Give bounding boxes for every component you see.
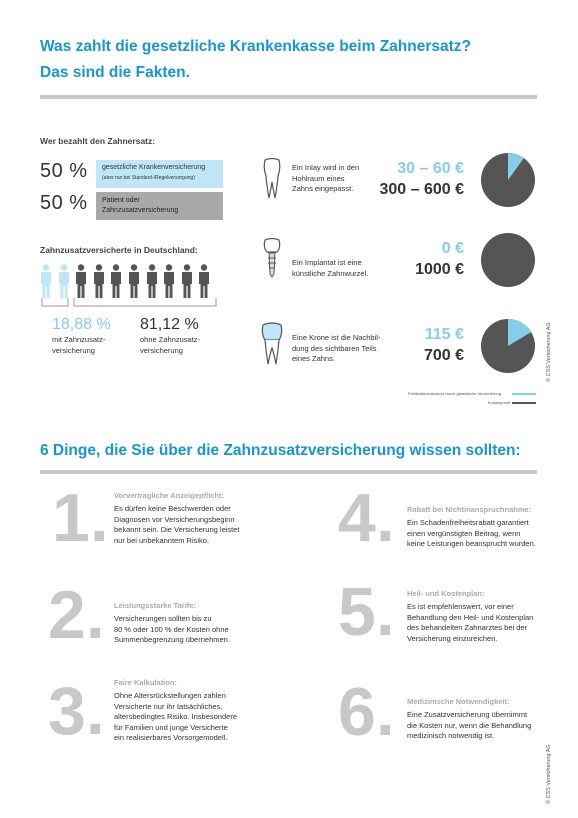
with-insurance-label-2: versicherung [52,346,95,355]
crown-pie-chart [480,318,536,374]
inlay-covered: 30 – 60 € [397,160,464,177]
person-icon [75,264,87,298]
bar-statutory-note: (aber nur bei Standard-/Regelversorgung) [102,175,195,181]
tip-number-6 [338,674,395,750]
copyright-bottom: © CSS Versicherung AG [546,744,552,804]
tip-3-line-4: für Familien und junge Versicherte [114,722,228,732]
tip-5-digit: 5 [338,574,376,650]
tip-5-line-2: Behandlung den Heil- und Kostenplan [407,612,534,622]
tip-1-line-3: bekannt sein. Die Versicherung leistet [114,525,240,534]
tooth-implant-icon [262,238,282,278]
tip-3-digit: 3 [48,673,86,749]
percent-patient: 50 % [40,192,88,214]
tip-6-text [407,710,531,742]
tip-4-dot: . [375,480,395,556]
without-insurance-label-2: versicherung [140,346,183,355]
tip-3-line-2: Versicherte nur ihr tatsächliches, [114,701,223,711]
tooth-inlay-icon [262,158,282,200]
inlay-pie-chart [480,152,536,208]
legend-cost-swatch [512,402,536,404]
tip-2-line-3: Summenbegrenzung übernehmen. [114,635,230,644]
tip-3-line-3: altersbedingtes Risiko. Insbesondere [114,712,237,721]
tip-3-heading: Faire Kalkulation: [114,678,177,687]
tip-1-digit: 1 [52,480,90,556]
tip-4-digit: 4 [338,480,376,556]
inlay-desc-line-3: Zahns eingepasst. [292,184,354,193]
bracket-without [74,298,216,306]
tip-4-line-1: Ein Schadenfreiheitsrabatt garantiert [407,518,529,527]
tip-4-heading: Rabatt bei Nichtinanspruchnahme: [407,505,532,514]
tip-3-line-5: ein realisierbares Vorsorgemodell. [114,733,228,742]
person-icon [40,264,52,298]
implant-pie-chart [480,232,536,288]
tip-3-text [114,691,237,744]
person-icon [163,264,175,298]
tip-6-dot: . [375,674,395,750]
tip-1-heading: Vorvertragliche Anzeigepflicht: [114,491,225,500]
implant-desc-line-1: Ein Implantat ist eine [292,258,362,267]
tip-5-line-4: Versicherung einzureichen. [407,633,498,643]
implant-desc [292,258,368,279]
bracket-with [42,298,68,306]
implant-desc-line-2: künstliche Zahnwurzel. [292,268,369,278]
legend-covered-label: Festkostenzuschuss durch gesetzliche Versicherung [408,391,501,396]
crown-cost: 700 € [423,347,464,364]
tip-4-line-3: keine Leistungen beansprucht wurden. [407,539,536,548]
tip-5-heading: Heil- und Kostenplan: [407,589,485,598]
who-pays-heading: Wer bezahlt den Zahnersatz: [40,136,156,146]
tip-2-digit: 2 [48,577,86,653]
copyright-top: © CSS Versicherung AG [546,322,552,382]
tip-6-line-2: die Kosten nur, wenn die Behandlung [407,720,532,730]
insured-heading: Zahnzusatzversicherte in Deutschland: [40,245,198,255]
with-insurance-percent: 18,88 % [52,316,111,333]
person-icon [128,264,140,298]
tip-number-5 [338,574,395,650]
tip-2-dot: . [85,577,105,653]
page-title-line2: Das sind die Fakten. [40,64,190,81]
tip-3-dot: . [85,673,105,749]
section2-divider [40,470,537,474]
tip-3-line-1: Ohne Altersrückstellungen zahlen [114,691,226,700]
tip-5-text [407,602,533,644]
bar-patient [96,192,223,220]
tip-1-text [114,504,240,546]
tip-2-text [114,614,230,646]
pie-cost-slice [481,233,535,287]
tip-5-line-1: Es ist empfehlenswert, vor einer [407,602,514,611]
inlay-desc [292,163,359,195]
crown-desc-line-3: eines Zahns. [292,354,335,363]
tip-number-3 [48,673,105,749]
header-divider [40,95,537,99]
tip-4-line-2: einen vergünstigten Beitrag, wenn [407,528,521,538]
person-icon [146,264,158,298]
tip-2-line-1: Versicherungen sollten bis zu [114,614,212,623]
implant-cost: 1000 € [415,261,464,278]
implant-covered: 0 € [441,240,464,257]
legend-cost-label: Kostenpunkt [487,400,510,405]
people-icon-row [40,264,220,300]
tip-6-line-3: medizinisch notwendig ist. [407,731,495,740]
person-icon [110,264,122,298]
tip-1-dot: . [89,480,109,556]
person-icon [198,264,210,298]
section2-title: 6 Dinge, die Sie über die Zahnzusatzversicherung wissen sollten: [40,442,521,459]
person-icon [58,264,70,298]
tip-2-line-2: 80 % oder 100 % der Kosten ohne [114,624,229,634]
inlay-desc-line-2: Hohlraum eines [292,173,345,183]
crown-desc-line-1: Eine Krone ist die Nachbil- [292,333,381,342]
tip-6-digit: 6 [338,674,376,750]
crown-desc-line-2: dung des sichtbaren Teils [292,343,377,353]
with-insurance-label-1: mit Zahnzusatz- [52,335,106,344]
percent-insurance: 50 % [40,160,88,182]
tip-number-1 [52,480,109,556]
inlay-desc-line-1: Ein Inlay wird in den [292,163,360,172]
person-icon [181,264,193,298]
tip-4-text [407,518,536,550]
tip-number-4 [338,480,395,556]
tip-5-dot: . [375,574,395,650]
bar-patient-label: Patient oder Zahnzusatzversicherung [102,197,179,214]
crown-covered: 115 € [424,326,464,343]
bar-statutory-label: gesetzliche Krankenversicherung [102,164,206,171]
bar-statutory-insurance [96,160,223,188]
tip-number-2 [48,577,105,653]
page-title-line1: Was zahlt die gesetzliche Krankenkasse beim Zahnersatz? [40,38,471,55]
without-insurance-label-1: ohne Zahnzusatz- [140,335,201,344]
tip-5-line-3: des behandelten Zahnarztes bei der [407,623,528,632]
without-insurance-percent: 81,12 % [140,316,199,333]
tooth-crown-icon [260,322,284,366]
tip-6-heading: Medizinische Notwendigkeit: [407,697,510,706]
insured-bracket [40,298,218,310]
tip-1-line-2: Diagnosen vor Versicherungsbeginn [114,514,235,524]
tip-1-line-4: nur bei unbekanntem Risiko. [114,535,210,545]
inlay-cost: 300 – 600 € [379,181,464,198]
tip-6-line-1: Eine Zusatzversicherung übernimmt [407,710,528,719]
person-icon [93,264,105,298]
legend-covered-swatch [512,393,536,395]
tip-1-line-1: Es dürfen keine Beschwerden oder [114,504,231,513]
tip-2-heading: Leistungsstarke Tarife: [114,601,196,610]
